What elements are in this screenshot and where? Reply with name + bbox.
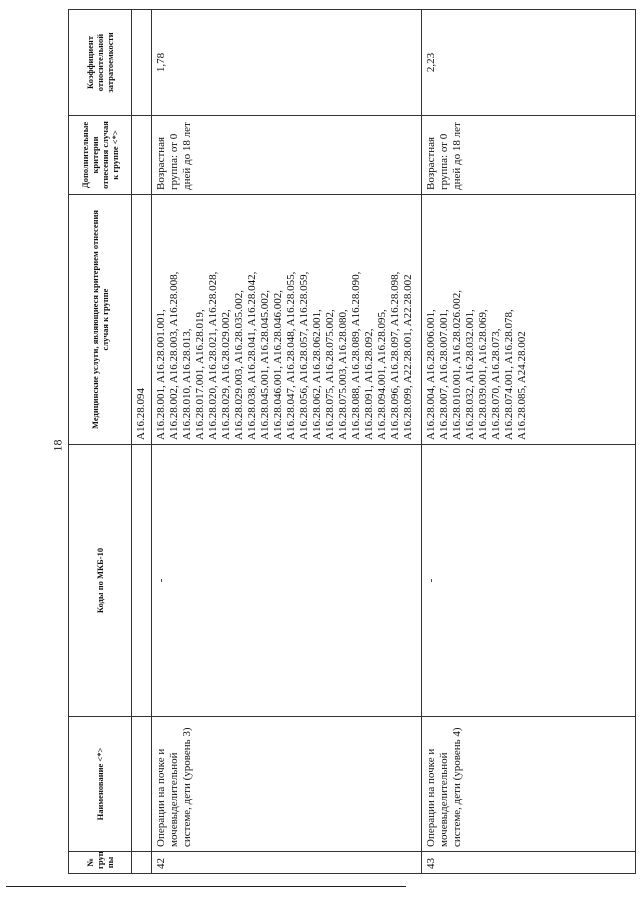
cell-services: A16.28.001, A16.28.001.001, A16.28.002, A16.28.003, A16.28.008, A16.28.010, A16.28.013, A16.28.017.001, A16.28.019, A16.28.020, A16.28.021, A16.28.028, A16.28.029, A16.28.029.002, A16.28.029.003, A16.28.035.002, A16.28.038, A16.28.041, A16.28.042, A16.28.045.001, A16.28.045.002, A16.28.046.001, A16.28.046.002, A16.28.047, A16.28.048, A16.28.055, A16.28.056, A16.28.057, A16.28.059, A16.28.062, A16.28.062.001, A16.28.075, A16.28.075.002, A16.28.075.003, A16.28.080, A16.28.088, A16.28.089, A16.28.090, A16.28.091, A16.28.092, A16.28.094.001, A16.28.095, A16.28.096, A16.28.097, A16.28.098, A16.28.099, A22.28.001, A22.28.002 [151, 195, 421, 445]
cell-empty [131, 10, 151, 116]
cell-coefficient: 1,78 [151, 10, 421, 116]
cell-services: A16.28.004, A16.28.006.001, A16.28.007, A16.28.007.001, A16.28.010.001, A16.28.026.002, A16.28.032, A16.28.032.001, A16.28.039.001, A16.28.069, A16.28.070, A16.28.073, A16.28.074.001, A16.28.078, A16.28.085, A24.28.002 [421, 195, 635, 445]
table-header-row [69, 10, 132, 874]
rotated-table-wrapper [68, 10, 636, 874]
cell-services-continuation: A16.28.094 [131, 195, 151, 445]
cell-num: 42 [151, 852, 421, 874]
cell-mkb: - [151, 445, 421, 717]
header-mkb: Коды по МКБ-10 [69, 445, 132, 717]
page-number: 18 [50, 439, 65, 452]
table-row [421, 10, 635, 874]
header-additional: Дополнительные критерии отнесения случая к группе <*> [69, 116, 132, 195]
header-services: Медицинские услуги, являющиеся критерием отнесения случая к группе [69, 195, 132, 445]
continuation-row [131, 10, 151, 874]
header-name: Наименование <*> [69, 717, 132, 852]
cell-empty [131, 717, 151, 852]
cell-additional: Возрастная группа: от 0 дней до 18 лет [421, 116, 635, 195]
cell-empty [131, 116, 151, 195]
header-coefficient: Коэффициент относительной затратоемкости [69, 10, 132, 116]
header-num: № груп пы [69, 852, 132, 874]
cell-name: Операции на почке и мочевыделительной системе, дети (уровень 4) [421, 717, 635, 852]
table-row [151, 10, 421, 874]
ksg-table [68, 9, 636, 874]
bottom-divider [6, 886, 406, 887]
cell-num: 43 [421, 852, 635, 874]
cell-name: Операции на почке и мочевыделительной системе, дети (уровень 3) [151, 717, 421, 852]
cell-empty [131, 445, 151, 717]
cell-coefficient: 2,23 [421, 10, 635, 116]
cell-mkb: - [421, 445, 635, 717]
cell-empty [131, 852, 151, 874]
cell-additional: Возрастная группа: от 0 дней до 18 лет [151, 116, 421, 195]
